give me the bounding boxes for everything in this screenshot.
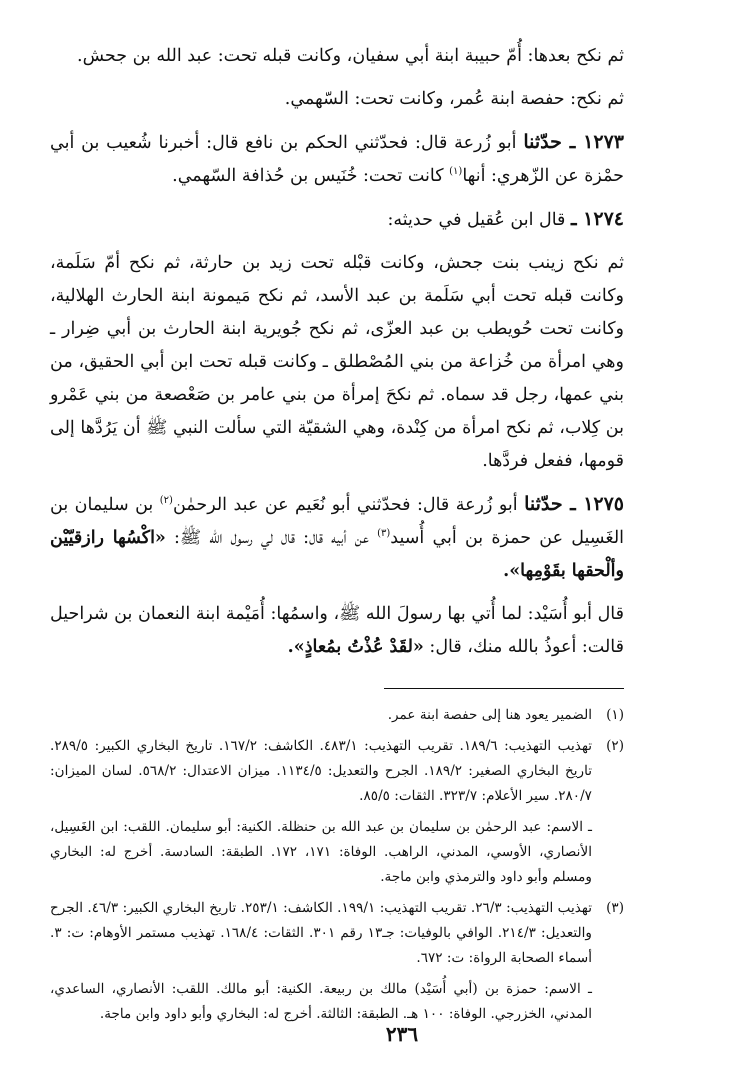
- paragraph-marriages: ثم نكح زينب بنت جحش، وكانت قبْله تحت زيد بن حارثة، ثم نكح أمّ سَلَمة، وكانت قبله تحت أبي سَلَمة بن عبد الأسد، ثم نكح مَيمونة ابنة الحارث الهلالية، وكانت تحت حُويطب بن عبد العزّى، ثم نكح جُويرية ابنة الحارث بن أبي ضِرار ـ وهي امرأة من خُزاعة من بني المُصْطلق ـ وكانت قبله تحت ابن أبي الحقيق، من بني عمها، رجل قد سماه. ثم نكحَ إمرأة من بني عامر بن صَعْصعة من بني عَمْرو بن كِلاب، ثم نكح امرأة من كِنْدة، وهي الشقيّة التي سألت النبي ﷺ أن يَرُدَّها إلى قومها، ففعل فردَّها.: [50, 253, 624, 471]
- paragraph-1: ثم نكح بعدها: أُمّ حبيبة ابنة أبي سفيان، وكانت قبله تحت: عبد الله بن جحش.: [77, 46, 624, 66]
- footnote-2: (٢) تهذيب التهذيب: ١٨٩/٦. تقريب التهذيب: ٤٨٣/١. الكاشف: ١٦٧/٢. تاريخ البخاري الكبير: ٢٨٩/٥. تاريخ البخاري الصغير: ١٨٩/٢. الجرح والتعديل: ١١٣٤/٥. ميزان الاعتدال: ٥٦٨/٢. لسان الميزان: ٢٨٠/٧. سير الأعلام: ٣٢٣/٧. الثقات: ٨٥/٥. ـ الاسم: عبد الرحمٰن بن سليمان بن عبد الله بن حنظلة. الكنية: أبو سليمان. اللقب: ابن الغَسِيل، الأنصاري، الأوسي، المدني، الراهب. الوفاة: ١٧١، ١٧٢. الطبقة: السادسة. أخرج له: البخاري ومسلم وأبو داود والترمذي وابن ماجة.: [50, 734, 624, 890]
- footnote-number: (٢): [606, 738, 624, 754]
- footnotes: [50, 703, 624, 1027]
- footnote-ref-1: (١): [449, 166, 463, 178]
- footnote-ref-3: (٣): [377, 528, 391, 540]
- main-text: [50, 40, 624, 664]
- footnote-1: (١) الضمير يعود هنا إلى حفصة ابنة عمر.: [50, 703, 624, 728]
- hadith-number-1274: ١٢٧٤ ـ: [570, 208, 624, 230]
- hadith-number-1273: ١٢٧٣ ـ حدّثنا: [523, 131, 624, 153]
- footnote-number: (١): [606, 707, 624, 723]
- paragraph-2: ثم نكح: حفصة ابنة عُمر، وكانت تحت: السّهمي.: [284, 89, 624, 109]
- hadith-1275: ١٢٧٥ ـ حدّثنا أبو زُرعة قال: فحدّثني أبو نُعَيم عن عبد الرحمٰن$^{(٢)}$ بن سليمان بن الغَسِيل عن حمزة بن أبي أُسيد$^{(٣)}$ عن أبيه قال: قال لي رسول الله ﷺ: «اكْسُها رازقيّيْن وألْحقها بقَوْمِها».: [50, 493, 625, 581]
- hadith-1273: ١٢٧٣ ـ حدّثنا أبو زُرعة قال: فحدّثني الحكم بن نافع قال: أخبرنا شُعيب بن أبي حمْزة عن الزّهري: أنها$^{(١)}$ كانت تحت: خُنَيس بن حُذافة السّهمي.: [50, 131, 624, 186]
- hadith-number-1275: ١٢٧٥ ـ حدّثنا: [524, 493, 625, 515]
- prophet-quote-2: «لقَدْ عُذْتُ بمُعاذٍ».: [287, 637, 424, 657]
- hadith-1274: ١٢٧٤ ـ قال ابن عُقيل في حديثه:: [387, 208, 624, 230]
- footnote-3: (٣) تهذيب التهذيب: ٢٦/٣. تقريب التهذيب: ١٩٩/١. الكاشف: ٢٥٣/١. تاريخ البخاري الكبير: ٤٦/٣. الجرح والتعديل: ٢١٤/٣. الوافي بالوفيات: جـ١٣ رقم ٣٠١. الثقات: ١٦٨/٤. تهذيب مستمر الأوهام: ت: ٣. أسماء الصحابة الرواة: ت: ٦٧٢. ـ الاسم: حمزة بن (أبي أُسَيْد) مالك بن ربيعة. الكنية: أبو مالك. اللقب: الأنصاري، الساعدي، المدني، الخزرجي. الوفاة: ١٠٠ هـ. الطبقة: الثالثة. أخرج له: البخاري وأبو داود وابن ماجة.: [50, 896, 624, 1027]
- prophet-quote-1: «اكْسُها رازقيّيْن وألْحقها بقَوْمِها».: [50, 528, 624, 581]
- page-number: ٢٣٦: [385, 1022, 419, 1046]
- footnote-number: (٣): [606, 900, 624, 916]
- footnote-ref-2: (٢): [159, 495, 173, 507]
- footnote-divider: [384, 688, 624, 689]
- paragraph-abu-usaid: قال أبو أُسَيْد: لما أُتي بها رسولَ الله ﷺ، واسمُها: أُمَيْمة ابنة النعمان بن شراحيل قالت: أعوذُ بالله منك، قال: «لقَدْ عُذْتُ بمُعاذٍ».: [50, 604, 624, 657]
